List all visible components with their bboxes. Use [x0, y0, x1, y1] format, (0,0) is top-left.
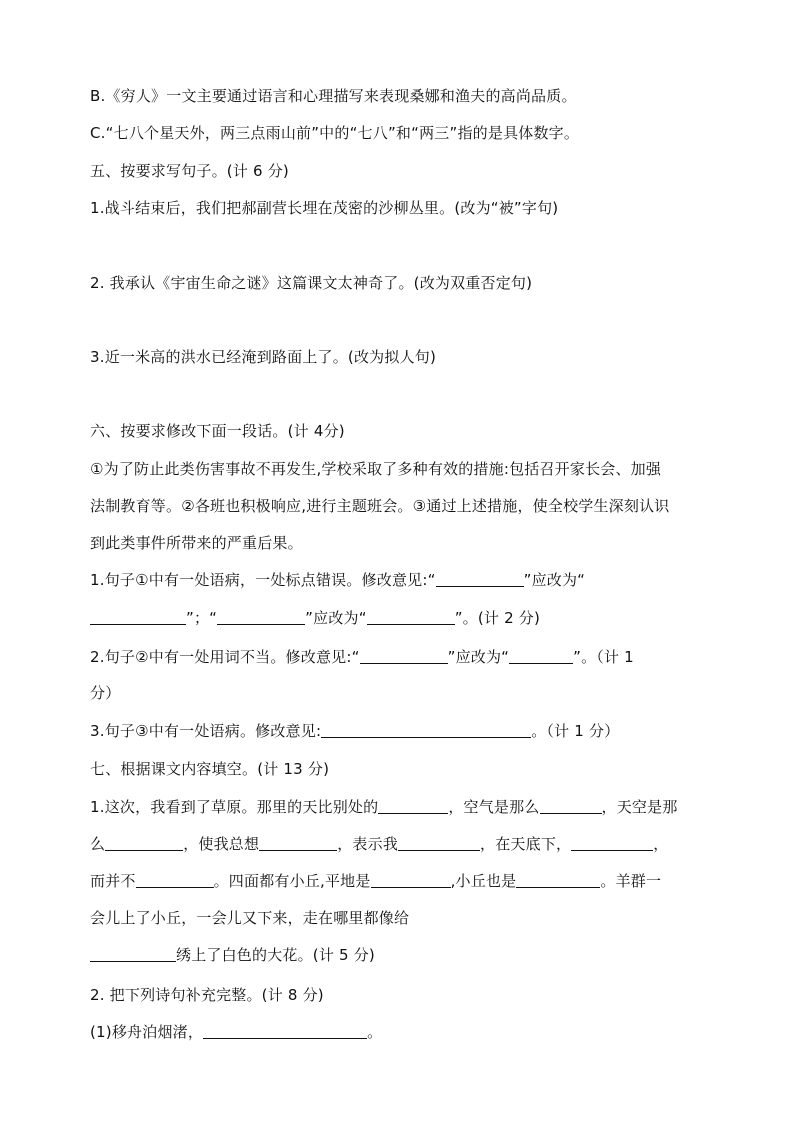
- revise-q2-line-2: 分）: [90, 684, 121, 702]
- answer-blank[interactable]: [360, 649, 448, 664]
- revise-q2-line-1: 2.句子②中有一处用词不当。修改意见:“ ”应改为“ ”。（计 1: [90, 648, 634, 666]
- revise-q3: 3.句子③中有一处语病。修改意见: 。（计 1 分）: [90, 722, 620, 740]
- answer-blank[interactable]: [136, 873, 214, 888]
- answer-blank[interactable]: [203, 1024, 367, 1039]
- sentence-3: 3.近一米高的洪水已经淹到路面上了。(改为拟人句): [90, 348, 437, 366]
- answer-blank[interactable]: [105, 836, 183, 851]
- answer-blank[interactable]: [436, 572, 524, 587]
- revise-q1-line-1: 1.句子①中有一处语病，一处标点错误。修改意见:“ ”应改为“: [90, 571, 586, 589]
- revise-q1-line-2: ”；“ ”应改为“ ”。(计 2 分): [90, 608, 540, 628]
- answer-blank[interactable]: [90, 947, 176, 962]
- fill-line-5: 绣上了白色的大花。(计 5 分): [90, 945, 375, 965]
- answer-blank[interactable]: [371, 873, 451, 888]
- answer-blank[interactable]: [259, 836, 337, 851]
- sentence-1: 1.战斗结束后，我们把郝副营长埋在茂密的沙柳丛里。(改为“被”字句): [90, 199, 559, 217]
- section-6-heading: 六、按要求修改下面一段话。(计 4分): [90, 422, 345, 440]
- passage-line-2: 法制教育等。②各班也积极响应,进行主题班会。③通过上述措施，使全校学生深刻认识: [90, 497, 670, 515]
- option-b: B.《穷人》一文主要通过语言和心理描写来表现桑娜和渔夫的高尚品质。: [90, 87, 577, 105]
- passage-line-3: 到此类事件所带来的严重后果。: [90, 534, 303, 552]
- poem-line-1: (1)移舟泊烟渚， 。: [90, 1023, 383, 1041]
- fill-line-2: 么 ，使我总想 ，表示我 ，在天底下， ，: [90, 835, 669, 853]
- answer-blank[interactable]: [398, 836, 480, 851]
- section-5-heading: 五、按要求写句子。(计 6 分): [90, 162, 289, 180]
- section-7-heading: 七、根据课文内容填空。(计 13 分): [90, 760, 330, 778]
- fill-line-1: 1.这次，我看到了草原。那里的天比别处的 ，空气是那么 ，天空是那: [90, 798, 678, 816]
- option-c: C.“七八个星天外，两三点雨山前”中的“七八”和“两三”指的是具体数字。: [90, 124, 580, 142]
- answer-blank[interactable]: [217, 610, 305, 625]
- answer-blank[interactable]: [90, 610, 186, 625]
- fill-line-3: 而并不 。四面都有小丘,平地是 ,小丘也是 。羊群一: [90, 872, 662, 890]
- answer-blank[interactable]: [367, 610, 455, 625]
- answer-blank[interactable]: [516, 873, 600, 888]
- answer-blank[interactable]: [509, 649, 573, 664]
- sentence-2: 2. 我承认《宇宙生命之谜》这篇课文太神奇了。(改为双重否定句): [90, 274, 533, 292]
- answer-blank[interactable]: [540, 799, 602, 814]
- fill-line-4: 会儿上了小丘，一会儿又下来，走在哪里都像给: [90, 909, 410, 927]
- answer-blank[interactable]: [571, 836, 653, 851]
- passage-line-1: ①为了防止此类伤害事故不再发生,学校采取了多种有效的措施:包括召开家长会、加强: [90, 460, 662, 478]
- answer-blank[interactable]: [378, 799, 448, 814]
- answer-blank[interactable]: [321, 723, 531, 738]
- poem-question-heading: 2. 把下列诗句补充完整。(计 8 分): [90, 986, 324, 1004]
